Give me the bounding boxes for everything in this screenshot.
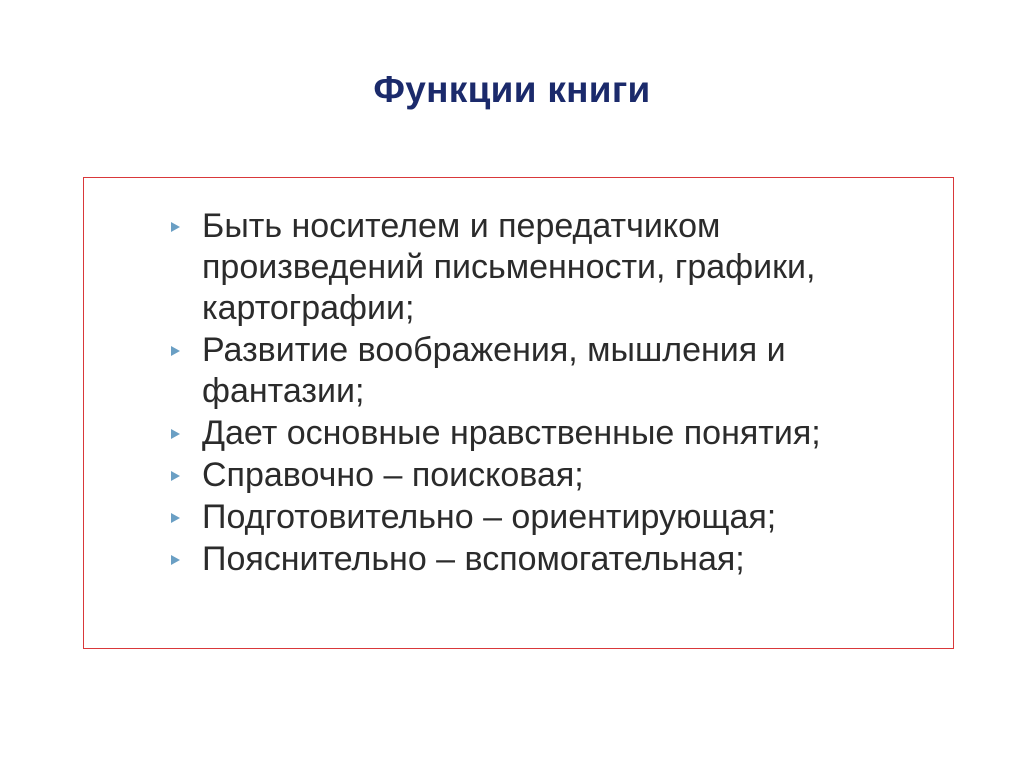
list-item [171, 206, 931, 329]
triangle-right-icon [171, 539, 185, 580]
slide-title: Функции книги [373, 69, 651, 110]
triangle-right-icon [171, 497, 185, 538]
list-item [171, 455, 931, 496]
list-item [171, 539, 931, 580]
triangle-right-icon [171, 455, 185, 496]
list-item-text: Подготовительно – ориентирующая; [202, 498, 777, 536]
list-item-text: Развитие воображения, мышления и фантазии; [202, 331, 786, 410]
list-item-text: Дает основные нравственные понятия; [202, 414, 821, 452]
list-item [171, 330, 931, 412]
list-item-text: Пояснительно – вспомогательная; [202, 540, 745, 578]
triangle-right-icon [171, 206, 185, 247]
list-item-text: Быть носителем и передатчиком произведений письменности, графики, картографии; [202, 207, 816, 327]
list-item [171, 497, 931, 538]
triangle-right-icon [171, 413, 185, 454]
bullet-list [171, 206, 931, 581]
list-item-text: Справочно – поисковая; [202, 456, 584, 494]
list-item [171, 413, 931, 454]
triangle-right-icon [171, 330, 185, 371]
